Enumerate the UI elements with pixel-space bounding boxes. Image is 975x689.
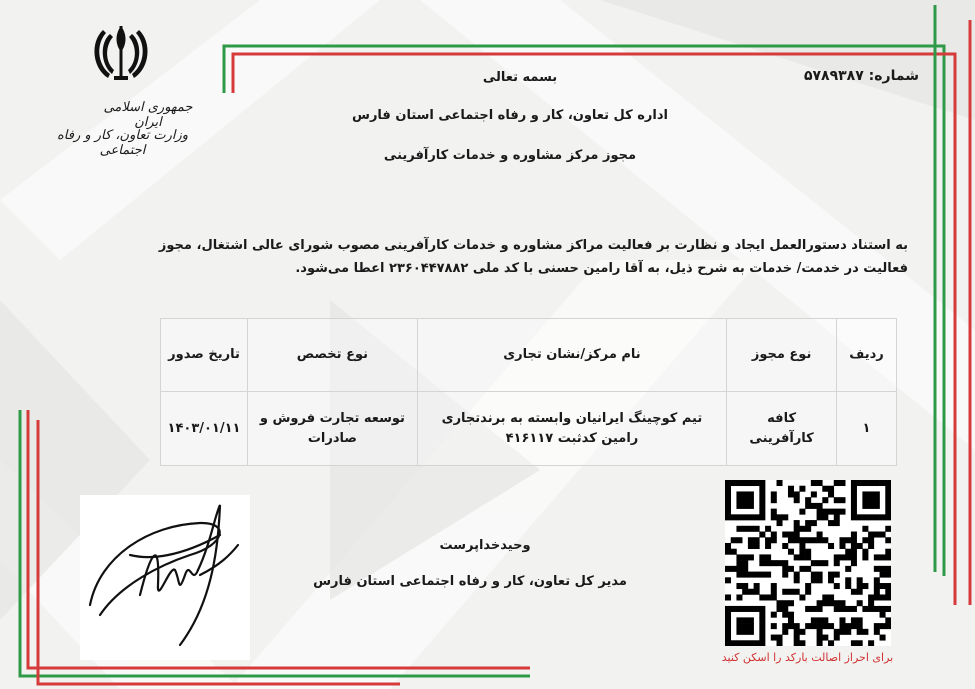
table-row: [161, 392, 897, 466]
iran-emblem-icon: [90, 22, 152, 84]
signature-icon: [80, 495, 250, 660]
organization-name: اداره کل تعاون، کار و رفاه اجتماعی استان فارس: [352, 108, 668, 123]
header-license-type: نوع مجوز: [727, 319, 837, 392]
qr-code-icon: [725, 480, 891, 646]
cell-license-type: کافه کارآفرینی: [727, 392, 837, 466]
number-label: شماره:: [868, 68, 919, 84]
emblem-text-ministry: وزارت تعاون، کار و رفاه اجتماعی: [56, 128, 189, 158]
document-number: [804, 68, 919, 84]
certificate-body-paragraph: به استناد دستورالعمل ایجاد و نظارت بر فعالیت مراکز مشاوره و خدمات کارآفرینی مصوب شورای عالی اشتغال، مجوز فعالیت در خدمت/ خدمات به شرح ذیل، به آقا رامین حسنی با کد ملی ۲۳۶۰۴۴۷۸۸۲ اعطا می‌شود.: [158, 238, 908, 276]
cell-row-number: ۱: [837, 392, 897, 466]
header-center-name: نام مرکز/نشان تجاری: [417, 319, 726, 392]
cell-issue-date: ۱۴۰۳/۰۱/۱۱: [161, 392, 248, 466]
header-specialty: نوع تخصص: [248, 319, 418, 392]
qr-code[interactable]: [725, 480, 891, 646]
cell-center-name: تیم کوچینگ ایرانیان وابسته به برندتجاری رامین کدثبت ۴۱۶۱۱۷: [417, 392, 726, 466]
emblem-text-country: جمهوری اسلامی ایران: [103, 100, 193, 130]
basmala: بسمه تعالی: [482, 70, 558, 85]
signer-role: مدیر کل تعاون، کار و رفاه اجتماعی استان فارس: [313, 574, 627, 589]
handwritten-signature: [80, 495, 250, 660]
table-header-row: [161, 319, 897, 392]
license-table: [160, 318, 897, 466]
certificate-title: مجوز مرکز مشاوره و خدمات کارآفرینی: [383, 148, 637, 163]
qr-caption: برای احراز اصالت بارکد را اسکن کنید: [721, 651, 894, 664]
cell-specialty: توسعه تجارت فروش و صادرات: [248, 392, 418, 466]
ministry-emblem: [40, 18, 210, 158]
number-value: ۵۷۸۹۳۸۷: [803, 68, 864, 84]
header-row-number: ردیف: [837, 319, 897, 392]
header-issue-date: تاریخ صدور: [161, 319, 248, 392]
signer-name: وحیدخداپرست: [439, 538, 531, 553]
